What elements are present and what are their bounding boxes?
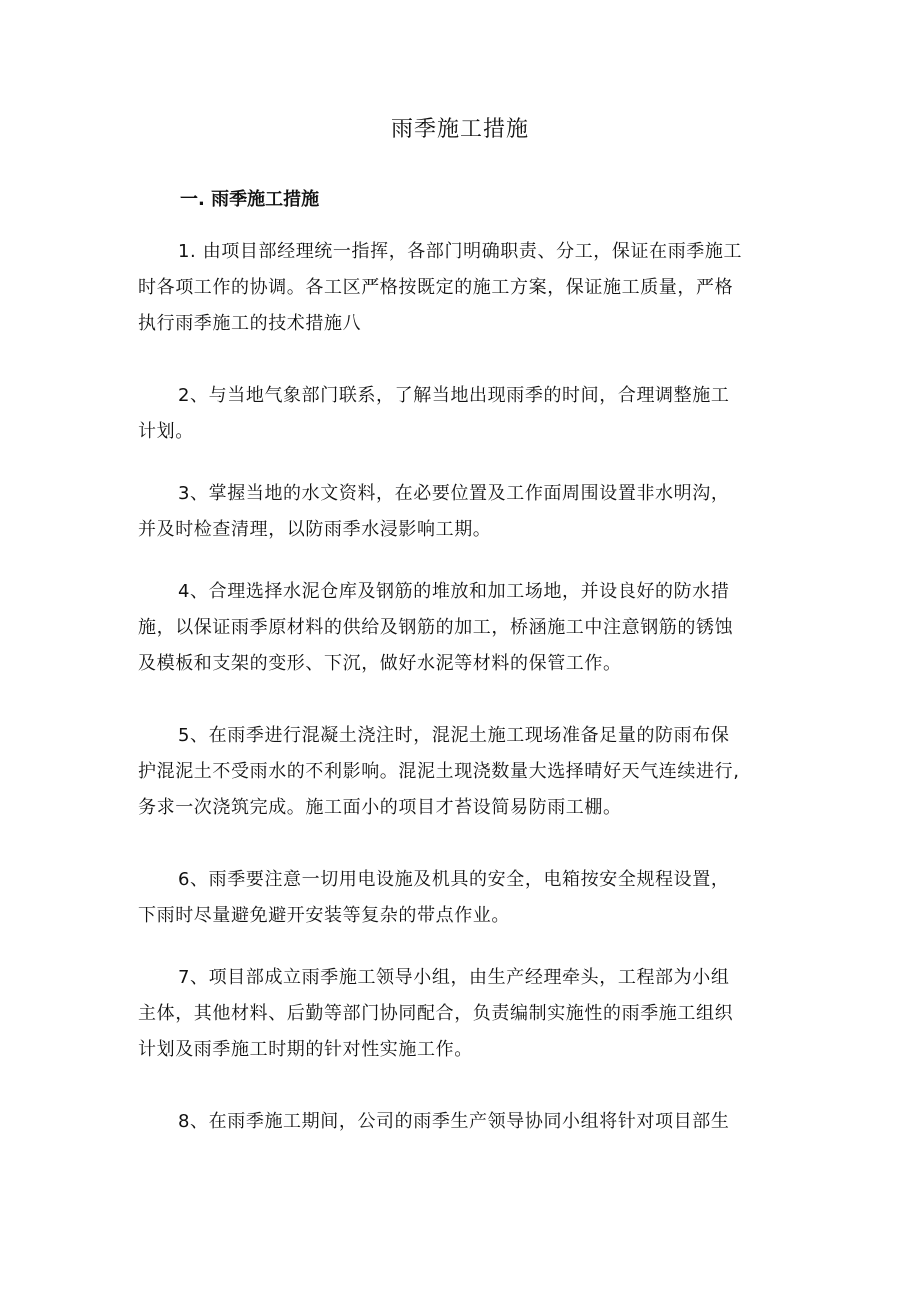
- paragraph-line: 计划。: [138, 421, 194, 442]
- paragraph-line: 时各项工作的协调。各工区严格按既定的施工方案，保证施工质量，严格: [138, 277, 734, 298]
- paragraph-line: 及模板和支架的变形、下沉，做好水泥等材料的保管工作。: [138, 653, 622, 674]
- paragraph-item-5: [138, 718, 788, 826]
- paragraph-line: 务求一次浇筑完成。施工面小的项目才苔设简易防雨工棚。: [138, 797, 622, 818]
- paragraph-line: 计划及雨季施工时期的针对性实施工作。: [138, 1039, 473, 1060]
- paragraph-line: 护混泥土不受雨水的不利影响。混泥土现浇数量大选择晴好天气连续进行,: [138, 761, 740, 782]
- paragraph-line: 下雨时尽量避免避开安装等复杂的带点作业。: [138, 905, 510, 926]
- paragraph-line: 并及时检查清理，以防雨季水浸影响工期。: [138, 519, 492, 540]
- paragraph-line: 执行雨季施工的技术措施八: [138, 313, 362, 334]
- paragraph-line: 8、在雨季施工期间，公司的雨季生产领导协同小组将针对项目部生: [178, 1111, 730, 1132]
- paragraph-line: 5、在雨季进行混凝土浇注时，混泥土施工现场准备足量的防雨布保: [178, 725, 730, 746]
- paragraph-item-1: [138, 234, 788, 342]
- paragraph-item-3: [138, 476, 788, 548]
- paragraph-line: 1. 由项目部经理统一指挥，各部门明确职责、分工，保证在雨季施工: [178, 241, 743, 262]
- paragraph-line: 4、合理选择水泥仓库及钢筋的堆放和加工场地，并设良好的防水措: [178, 581, 730, 602]
- paragraph-item-8: [138, 1104, 788, 1140]
- paragraph-line: 2、与当地气象部门联系，了解当地出现雨季的时间，合理调整施工: [178, 385, 730, 406]
- paragraph-line: 6、雨季要注意一切用电设施及机具的安全，电箱按安全规程设置，: [178, 869, 730, 890]
- document-title: 雨季施工措施: [390, 117, 529, 142]
- section-heading: 一. 雨季施工措施: [180, 189, 320, 210]
- paragraph-item-4: [138, 574, 788, 682]
- paragraph-item-6: [138, 862, 788, 934]
- paragraph-line: 3、掌握当地的水文资料，在必要位置及工作面周围设置非水明沟，: [178, 483, 730, 504]
- paragraph-line: 施，以保证雨季原材料的供给及钢筋的加工，桥涵施工中注意钢筋的锈蚀: [138, 617, 734, 638]
- paragraph-item-2: [138, 378, 788, 450]
- paragraph-item-7: [138, 960, 788, 1068]
- paragraph-line: 主体，其他材料、后勤等部门协同配合，负责编制实施性的雨季施工组织: [138, 1003, 734, 1024]
- paragraph-line: 7、项目部成立雨季施工领导小组，由生产经理牵头，工程部为小组: [178, 967, 730, 988]
